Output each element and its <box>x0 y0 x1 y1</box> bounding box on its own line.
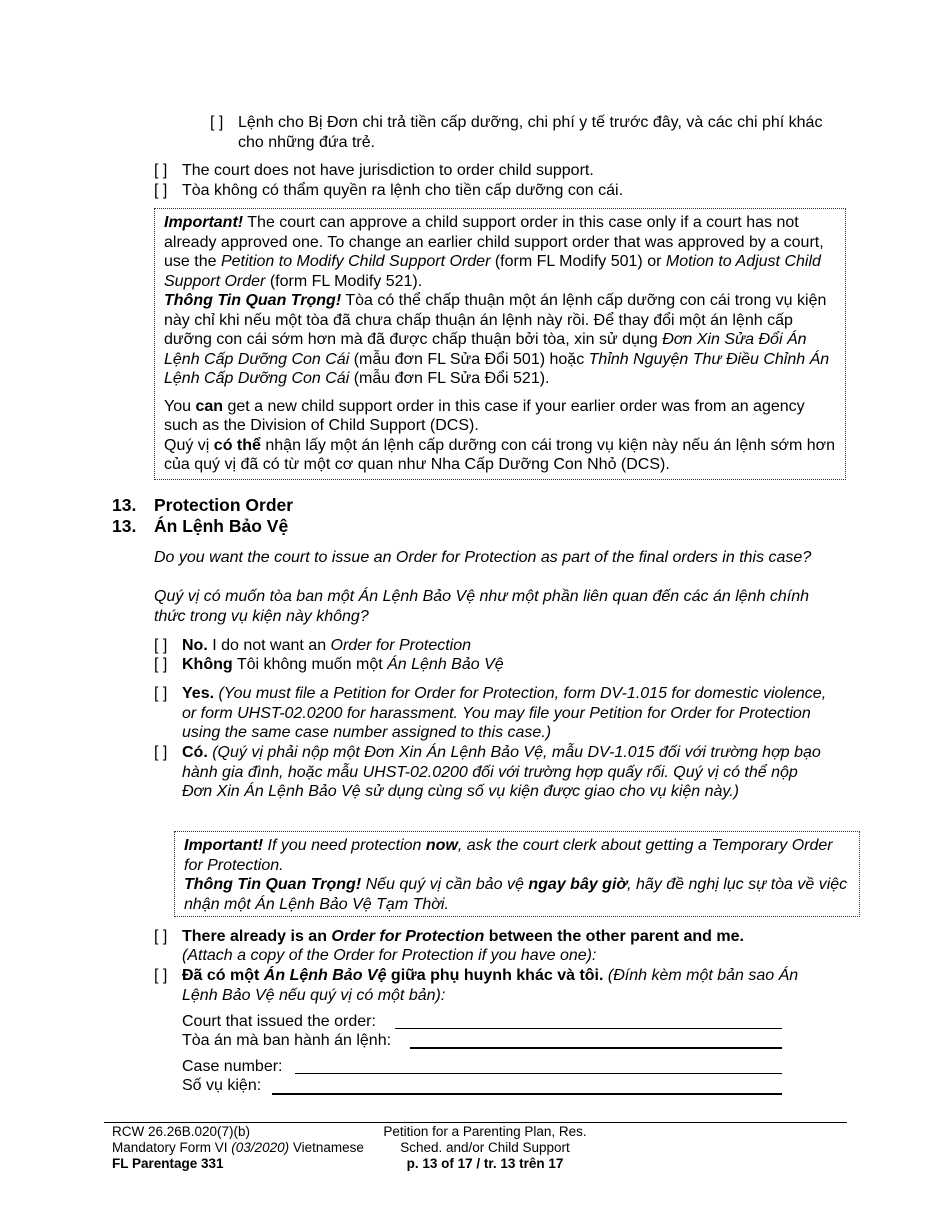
footer-form-id: FL Parentage 331 <box>112 1156 224 1171</box>
footer-left <box>112 1124 382 1172</box>
temporary-order-en: Important! If you need protection now, ask the court clerk about getting a Temporary Order for Protection. <box>184 837 833 874</box>
court-issued-label-vi: Tòa án mà ban hành án lệnh: <box>182 1032 392 1049</box>
checkbox-yes-vi[interactable]: [ ] <box>154 744 168 761</box>
checkbox-no-vi[interactable]: [ ] <box>154 656 168 673</box>
option-no-vi: Không Tôi không muốn một Án Lệnh Bảo Vệ <box>182 656 504 673</box>
footer-center <box>360 1124 610 1172</box>
section-13-heading-en <box>112 496 512 518</box>
footer-title-1: Petition for a Parenting Plan, Res. <box>383 1124 587 1139</box>
court-issued-input-vi[interactable] <box>410 1047 782 1049</box>
important-label-vi: Thông Tin Quan Trọng! <box>164 292 342 309</box>
section-number-vi: 13. <box>112 516 137 536</box>
case-number-input-vi[interactable] <box>272 1093 782 1095</box>
checkbox-existing-vi[interactable]: [ ] <box>154 967 168 984</box>
checkbox-reimburse[interactable]: [ ] <box>210 114 224 131</box>
court-issued-input-en[interactable] <box>395 1028 782 1029</box>
dcs-vi-paragraph: Quý vị có thể nhận lấy một án lệnh cấp dưỡng con cái trong vụ kiện này nếu án lệnh sớm hơn của quý vị đã có từ một cơ quan như Nha Cấp Dưỡng Con Nhỏ (DCS). <box>164 436 836 473</box>
form-modify-501-name: Petition to Modify Child Support Order <box>220 253 491 270</box>
section-number: 13. <box>112 495 137 515</box>
temporary-order-vi: Thông Tin Quan Trọng! Nếu quý vị cần bảo vệ ngay bây giờ, hãy đề nghị lục sự tòa về việc nhận một Án Lệnh Bảo Vệ Tạm Thời. <box>184 876 848 913</box>
checkbox-yes-en[interactable]: [ ] <box>154 685 168 702</box>
reimburse-text: Lệnh cho Bị Đơn chi trả tiền cấp dưỡng, chi phí y tế trước đây, và các chi phí khác cho những đứa trẻ. <box>238 114 823 151</box>
existing-order-en: There already is an Order for Protection between the other parent and me. <box>182 928 744 945</box>
form-modify-521-name: Motion to Adjust Child Support Order <box>164 253 821 290</box>
important-vi-paragraph: Thông Tin Quan Trọng! Tòa có thể chấp thuận một án lệnh cấp dưỡng con cái trong vụ kiện này chỉ khi nếu một tòa đã chưa chấp thuận án lệnh này rồi. Để thay đổi một án lệnh cấp dưỡng con cái sớm hơn mà đã được chấp thuận bởi tòa, xin sử dụng Đơn Xin Sửa Đổi Án Lệnh Cấp Dưỡng Con Cái (mẫu đơn FL Sửa Đổi 501) hoặc Thỉnh Nguyện Thư Điều Chỉnh Án Lệnh Cấp Dưỡng Con Cái (mẫu đơn FL Sửa Đổi 521). <box>164 292 830 387</box>
section-title-en: Protection Order <box>154 495 294 515</box>
section-title-vi: Án Lệnh Bảo Vệ <box>154 516 289 536</box>
temporary-order-notice-box <box>174 831 860 917</box>
section-13-heading-vi <box>112 517 512 539</box>
important-en-paragraph: Important! The court can approve a child support order in this case only if a court has not already approved one. To change an earlier child support order that was approved by a court, use the Petition to Modify Child Support Order (form FL Modify 501) or Motion to Adjust Child Support Order (form FL Modify 521). <box>164 214 824 290</box>
case-number-label-vi: Số vụ kiện: <box>182 1077 262 1094</box>
option-yes-en: Yes. (You must file a Petition for Order for Protection, form DV-1.015 for domestic violence, or form UHST-02.0200 for harassment. You may file your Petition for Order for Protection using the same case number assigned to this case.) <box>182 685 827 741</box>
footer-title-2: Sched. and/or Child Support <box>400 1140 570 1155</box>
footer-mandatory: Mandatory Form VI (03/2020) Vietnamese <box>112 1140 364 1155</box>
option-no-en: No. I do not want an Order for Protection <box>182 637 472 654</box>
question-en: Do you want the court to issue an Order for Protection as part of the final orders in this case? <box>154 549 812 566</box>
case-number-input-en[interactable] <box>295 1073 782 1074</box>
existing-order-vi: Đã có một Án Lệnh Bảo Vệ giữa phụ huynh khác và tôi. (Đính kèm một bản sao Án Lệnh Bảo Vệ nếu quý vị có một bản): <box>182 967 799 1004</box>
checkbox-no-jurisdiction-vi[interactable]: [ ] <box>154 182 168 199</box>
footer-divider <box>104 1122 847 1123</box>
question-vi: Quý vị có muốn tòa ban một Án Lệnh Bảo Vệ như một phần liên quan đến các án lệnh chính thức trong vụ kiện này không? <box>154 588 810 625</box>
court-issued-label-en: Court that issued the order: <box>182 1013 376 1030</box>
important-notice-box <box>154 208 846 480</box>
dcs-en-paragraph: You can get a new child support order in this case if your earlier order was from an agency such as the Division of Child Support (DCS). <box>164 397 805 434</box>
no-jurisdiction-vi: Tòa không có thẩm quyền ra lệnh cho tiền cấp dưỡng con cái. <box>182 182 624 199</box>
footer-rcw: RCW 26.26B.020(7)(b) <box>112 1124 251 1139</box>
footer-page-number: p. 13 of 17 / tr. 13 trên 17 <box>406 1156 564 1171</box>
important-label: Important! <box>164 214 244 231</box>
no-jurisdiction-en: The court does not have jurisdiction to order child support. <box>182 162 594 179</box>
case-number-label-en: Case number: <box>182 1058 283 1075</box>
existing-order-en-note: (Attach a copy of the Order for Protection if you have one): <box>182 947 597 964</box>
checkbox-existing-en[interactable]: [ ] <box>154 928 168 945</box>
option-yes-vi: Có. (Quý vị phải nộp một Đơn Xin Án Lệnh Bảo Vệ, mẫu DV-1.015 đối với trường hợp bạo hành gia đình, hoặc mẫu UHST-02.0200 đối với trường hợp quấy rối. Quý vị có thể nộp Đơn Xin Án Lệnh Bảo Vệ sử dụng cùng số vụ kiện được giao cho vụ kiện này.) <box>182 744 821 800</box>
checkbox-no-en[interactable]: [ ] <box>154 637 168 654</box>
checkbox-no-jurisdiction-en[interactable]: [ ] <box>154 162 168 179</box>
